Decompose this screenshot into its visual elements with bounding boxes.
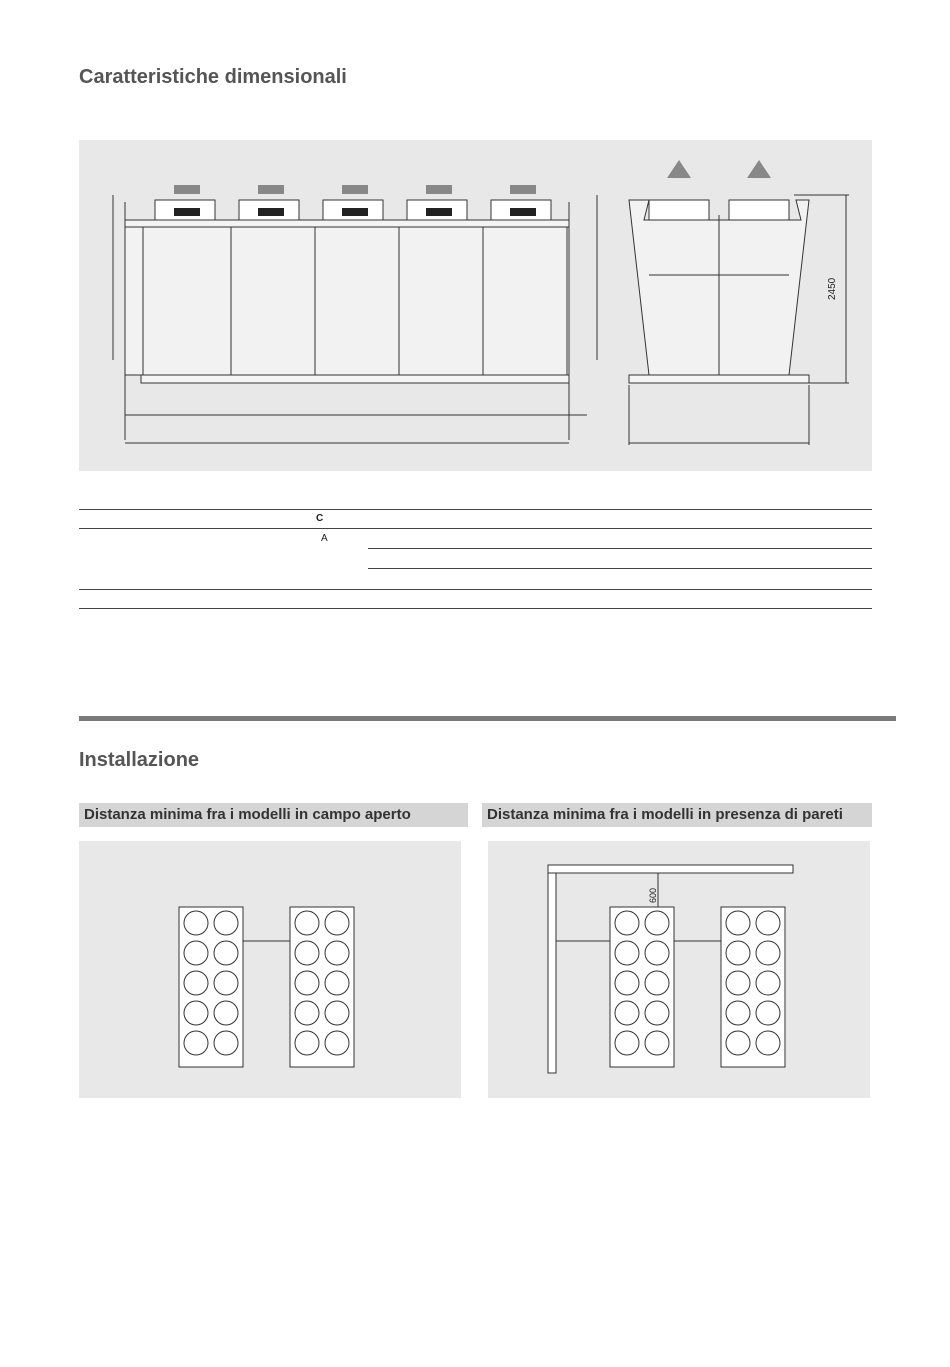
wall-distance-label: 600 <box>648 887 658 903</box>
page-title-dimensions: Caratteristiche dimensionali <box>79 66 347 88</box>
page-title-installation: Installazione <box>79 749 200 771</box>
dimension-drawing-panel <box>79 140 872 471</box>
section-divider <box>79 716 896 721</box>
table-rule <box>79 509 872 510</box>
dimension-drawing <box>79 140 872 471</box>
table-rule <box>368 568 872 569</box>
walls-drawing <box>488 841 870 1098</box>
table-rule <box>368 548 872 549</box>
panel-open-title: Distanza minima fra i modelli in campo aperto <box>79 803 468 827</box>
table-label-c: C <box>316 513 324 524</box>
table-rule <box>79 608 872 609</box>
table-rule <box>79 528 872 529</box>
table-label-a: A <box>321 533 328 544</box>
open-field-drawing <box>79 841 461 1098</box>
table-rule <box>79 589 872 590</box>
panel-walls-title: Distanza minima fra i modelli in presenza di pareti <box>482 803 872 827</box>
walls-panel <box>488 841 870 1098</box>
open-field-panel <box>79 841 461 1098</box>
height-dimension-label: 2450 <box>827 277 838 300</box>
